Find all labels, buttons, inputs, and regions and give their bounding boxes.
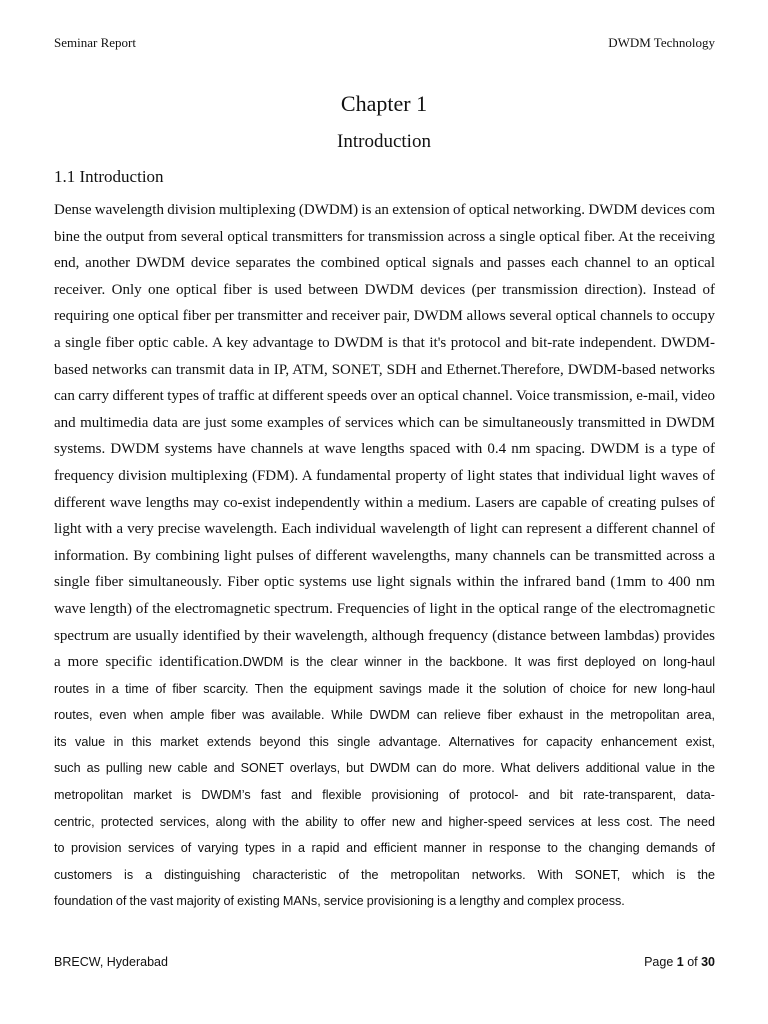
body-line: Dense wavelength division multiplexing (DWDM) is an extension of optical networking. DWDM devices com	[54, 202, 715, 218]
body-line: wave length) of the electromagnetic spectrum. Frequencies of light in the optical range of the electromagnetic	[54, 600, 715, 617]
body-line: and multimedia data are just some examples of services which can be simultaneously transmitted in DWDM	[54, 414, 715, 431]
body-line: can carry different types of traffic at different speeds over an optical channel. Voice transmission, e-mail, video	[54, 388, 715, 405]
page-prefix: Page	[644, 955, 677, 969]
body-line: routes in a time of fiber scarcity. Then the equipment savings made it the solution of choice for new long-haul	[54, 681, 715, 696]
body-line: a single fiber optic cable. A key advantage to DWDM is that it's protocol and bit-rate independent. DWDM-	[54, 334, 715, 351]
body-line: metropolitan market is DWDM’s fast and flexible provisioning of protocol- and bit rate-transparent, data-	[54, 788, 715, 803]
body-line-sans-part: DWDM is the clear winner in the backbone. It was first deployed on long-haul	[242, 655, 715, 670]
running-header	[54, 35, 715, 53]
page-total: 30	[701, 955, 715, 969]
body-line: centric, protected services, along with the ability to offer new and higher-speed services at less cost. The need	[54, 814, 715, 829]
body-line: foundation of the vast majority of existing MANs, service provisioning is a lengthy and complex process.	[54, 894, 625, 909]
body-line: requiring one optical fiber per transmitter and receiver pair, DWDM allows several optical channels to occupy	[54, 308, 715, 325]
body-line: such as pulling new cable and SONET overlays, but DWDM can do more. What delivers additional value in the	[54, 761, 715, 776]
body-line: customers is a distinguishing characteristic of the metropolitan networks. With SONET, which is the	[54, 867, 715, 882]
body-line: different wave lengths may co-exist independently within a medium. Lasers are capable of creating pulses of	[54, 494, 715, 511]
body-line: routes, even when ample fiber was available. While DWDM can relieve fiber exhaust in the metropolitan area,	[54, 708, 715, 723]
footer-institution: BRECW, Hyderabad	[54, 955, 168, 969]
body-line-mixed	[54, 649, 715, 676]
body-line: bine the output from several optical transmitters for transmission across a single optical fiber. At the receiving	[54, 228, 715, 245]
body-line: spectrum are usually identified by their wavelength, although frequency (distance between lambdas) provides	[54, 627, 715, 644]
body-paragraph	[54, 197, 715, 915]
body-line: receiver. Only one optical fiber is used between DWDM devices (per transmission direction). Instead of	[54, 281, 715, 298]
body-line: frequency division multiplexing (FDM). A fundamental property of light states that individual light waves of	[54, 467, 715, 484]
running-footer	[54, 955, 715, 973]
body-line: to provision services of varying types in a rapid and efficient manner in response to the changing demands of	[54, 841, 715, 856]
body-line: its value in this market extends beyond this single advantage. Alternatives for capacity enhancement exist,	[54, 734, 715, 749]
page-of: of	[683, 955, 702, 969]
body-line: end, another DWDM device separates the combined optical signals and passes each channel to an optical	[54, 255, 715, 272]
body-line: based networks can transmit data in IP, ATM, SONET, SDH and Ethernet.Therefore, DWDM-based networks	[54, 361, 715, 378]
header-report-type: Seminar Report	[54, 35, 136, 50]
page-number	[644, 955, 715, 969]
section-heading: 1.1 Introduction	[54, 167, 164, 186]
body-line: systems. DWDM systems have channels at wave lengths spaced with 0.4 nm spacing. DWDM is a type of	[54, 441, 715, 458]
header-topic: DWDM Technology	[608, 35, 715, 50]
page-current: 1	[676, 955, 684, 969]
body-line: information. By combining light pulses of different wavelengths, many channels can be transmitted across a	[54, 547, 715, 564]
chapter-number: Chapter 1	[340, 91, 428, 116]
body-line-serif-part: a more specific identification.	[54, 654, 243, 671]
body-line: light with a very precise wavelength. Each individual wavelength of light can represent a different channel of	[54, 521, 715, 538]
body-line: single fiber simultaneously. Fiber optic systems use light signals within the infrared band (1mm to 400 nm	[54, 574, 715, 591]
chapter-title: Introduction	[337, 131, 431, 152]
